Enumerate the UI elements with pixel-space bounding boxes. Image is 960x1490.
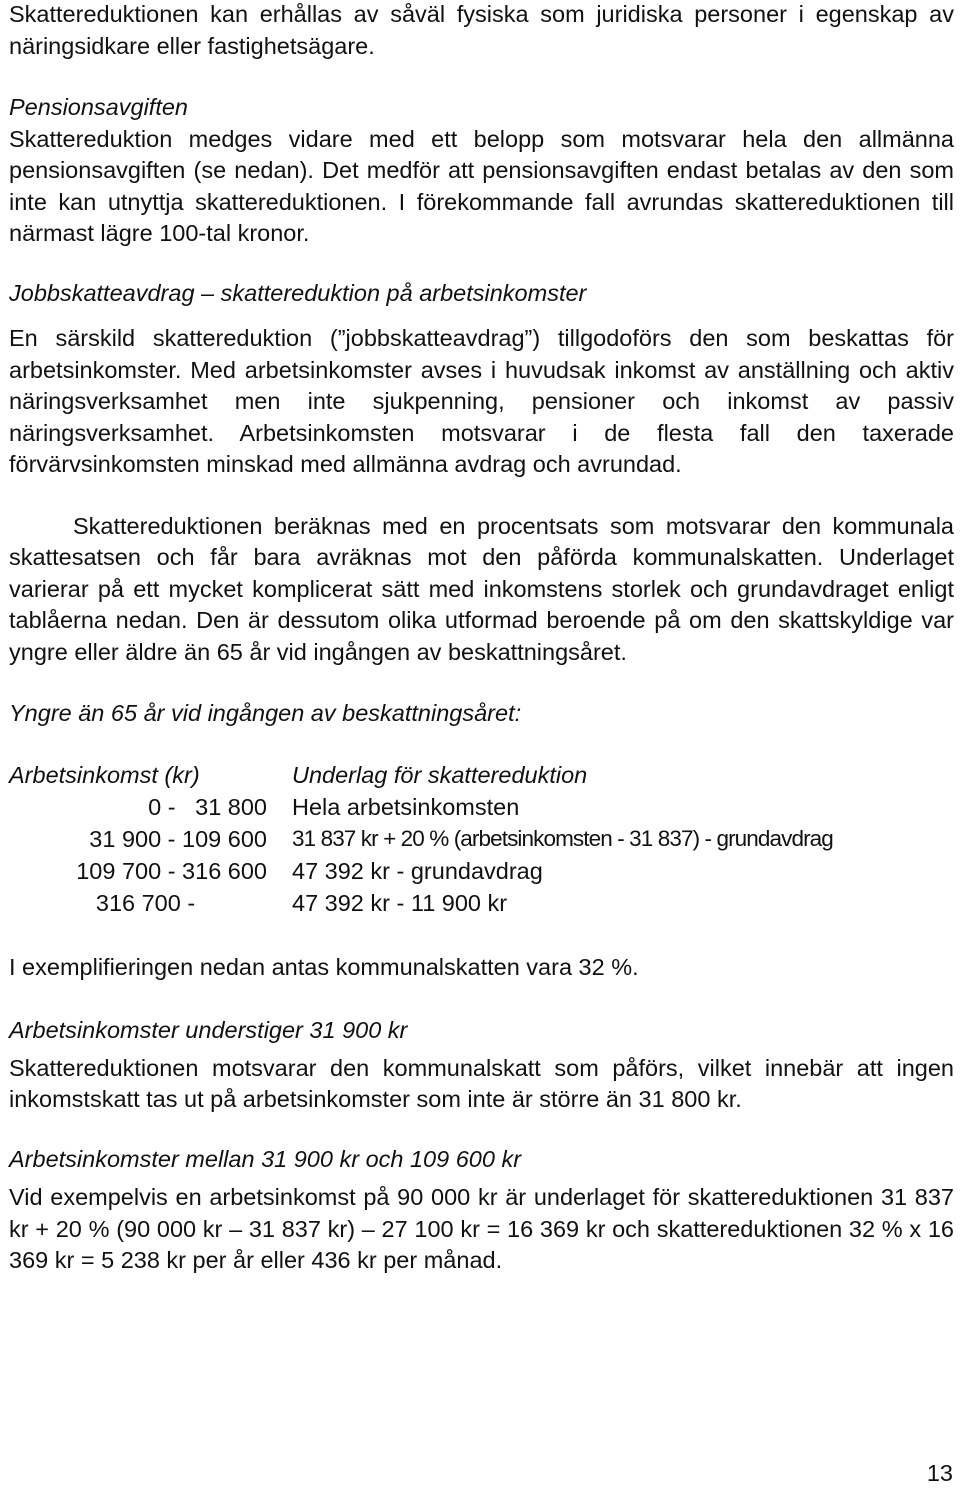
heading-pensionsavgiften: Pensionsavgiften [9,94,188,120]
table-row [9,791,954,823]
table-row [9,823,954,855]
heading-yngre-an-65: Yngre än 65 år vid ingången av beskattningsåret: [9,700,522,726]
table-cell-range: 316 700 - [95,889,267,916]
table-cell-range: 0 - 31 800 [148,793,267,820]
table-cell-range: 109 700 - 316 600 [76,857,267,884]
paragraph-pensionsavgiften: Skattereduktion medges vidare med ett belopp som motsvarar hela den allmänna pensionsavgiften (se nedan). Det medför att pensionsavgiften endast betalas av den som inte kan utnyttja skattereduktionen. I förekommande fall avrundas skattereduktionen till närmast lägre 100-tal kronor. [9,125,954,246]
document-page [9,0,954,1277]
paragraph-understiger: Skattereduktionen motsvarar den kommunalskatt som påförs, vilket innebär att ingen inkomstskatt tas ut på arbetsinkomster som inte är större än 31 800 kr. [9,1054,954,1112]
paragraph-jobbskatteavdrag: En särskild skattereduktion (”jobbskatteavdrag”) tillgodoförs den som beskattas för arbetsinkomster. Med arbetsinkomster avses i huvudsak inkomst av anställning och aktiv näringsverksamhet men inte sjukpenning, pensioner och inkomst av passiv näringsverksamhet. Arbetsinkomsten motsvarar i de flesta fall den taxerade förvärvsinkomsten minskad med allmänna avdrag och avrundad. [9,325,954,477]
paragraph-intro: Skattereduktionen kan erhållas av såväl fysiska som juridiska personer i egenskap av näringsidkare eller fastighetsägare. [9,1,954,59]
heading-understiger: Arbetsinkomster understiger 31 900 kr [9,1017,408,1043]
heading-mellan: Arbetsinkomster mellan 31 900 kr och 109 600 kr [9,1145,522,1172]
paragraph-berakning: Skattereduktionen beräknas med en procentsats som motsvarar den kommunala skattesatsen och får bara avräknas mot den påförda kommunalskatten. Underlaget varierar på ett mycket komplicerat sätt med inkomstens storlek och grundavdraget enligt tablåerna nedan. Den är dessutom olika utformad beroende på om den skattskyldige var yngre eller äldre än 65 år vid ingången av beskattningsåret. [9,512,954,665]
table-cell-basis: 47 392 kr - 11 900 kr [292,889,508,916]
table-row [9,855,954,887]
table-cell-basis: Hela arbetsinkomsten [292,793,520,820]
paragraph-mellan: Vid exempelvis en arbetsinkomst på 90 000 kr är underlaget för skattereduktionen 31 837 kr + 20 % (90 000 kr – 31 837 kr) – 27 100 kr = 16 369 kr och skattereduktionen 32 % x 16 369 kr = 5 238 kr per år eller 436 kr per månad. [9,1184,954,1273]
table-header-row [9,759,954,791]
paragraph-exemplifiering: I exemplifieringen nedan antas kommunalskatten vara 32 %. [9,953,639,980]
table-cell-range: 31 900 - 109 600 [89,825,267,852]
table-row [9,887,954,919]
page-number: 13 [926,1460,953,1486]
table-cell-basis: 31 837 kr + 20 % (arbetsinkomsten - 31 837) - grundavdrag [292,825,833,851]
table-header-basis: Underlag för skattereduktion [292,761,588,788]
income-table [9,759,954,919]
heading-jobbskatteavdrag: Jobbskatteavdrag – skattereduktion på arbetsinkomster [9,279,587,306]
table-cell-basis: 47 392 kr - grundavdrag [292,857,543,884]
table-header-income: Arbetsinkomst (kr) [9,761,200,788]
